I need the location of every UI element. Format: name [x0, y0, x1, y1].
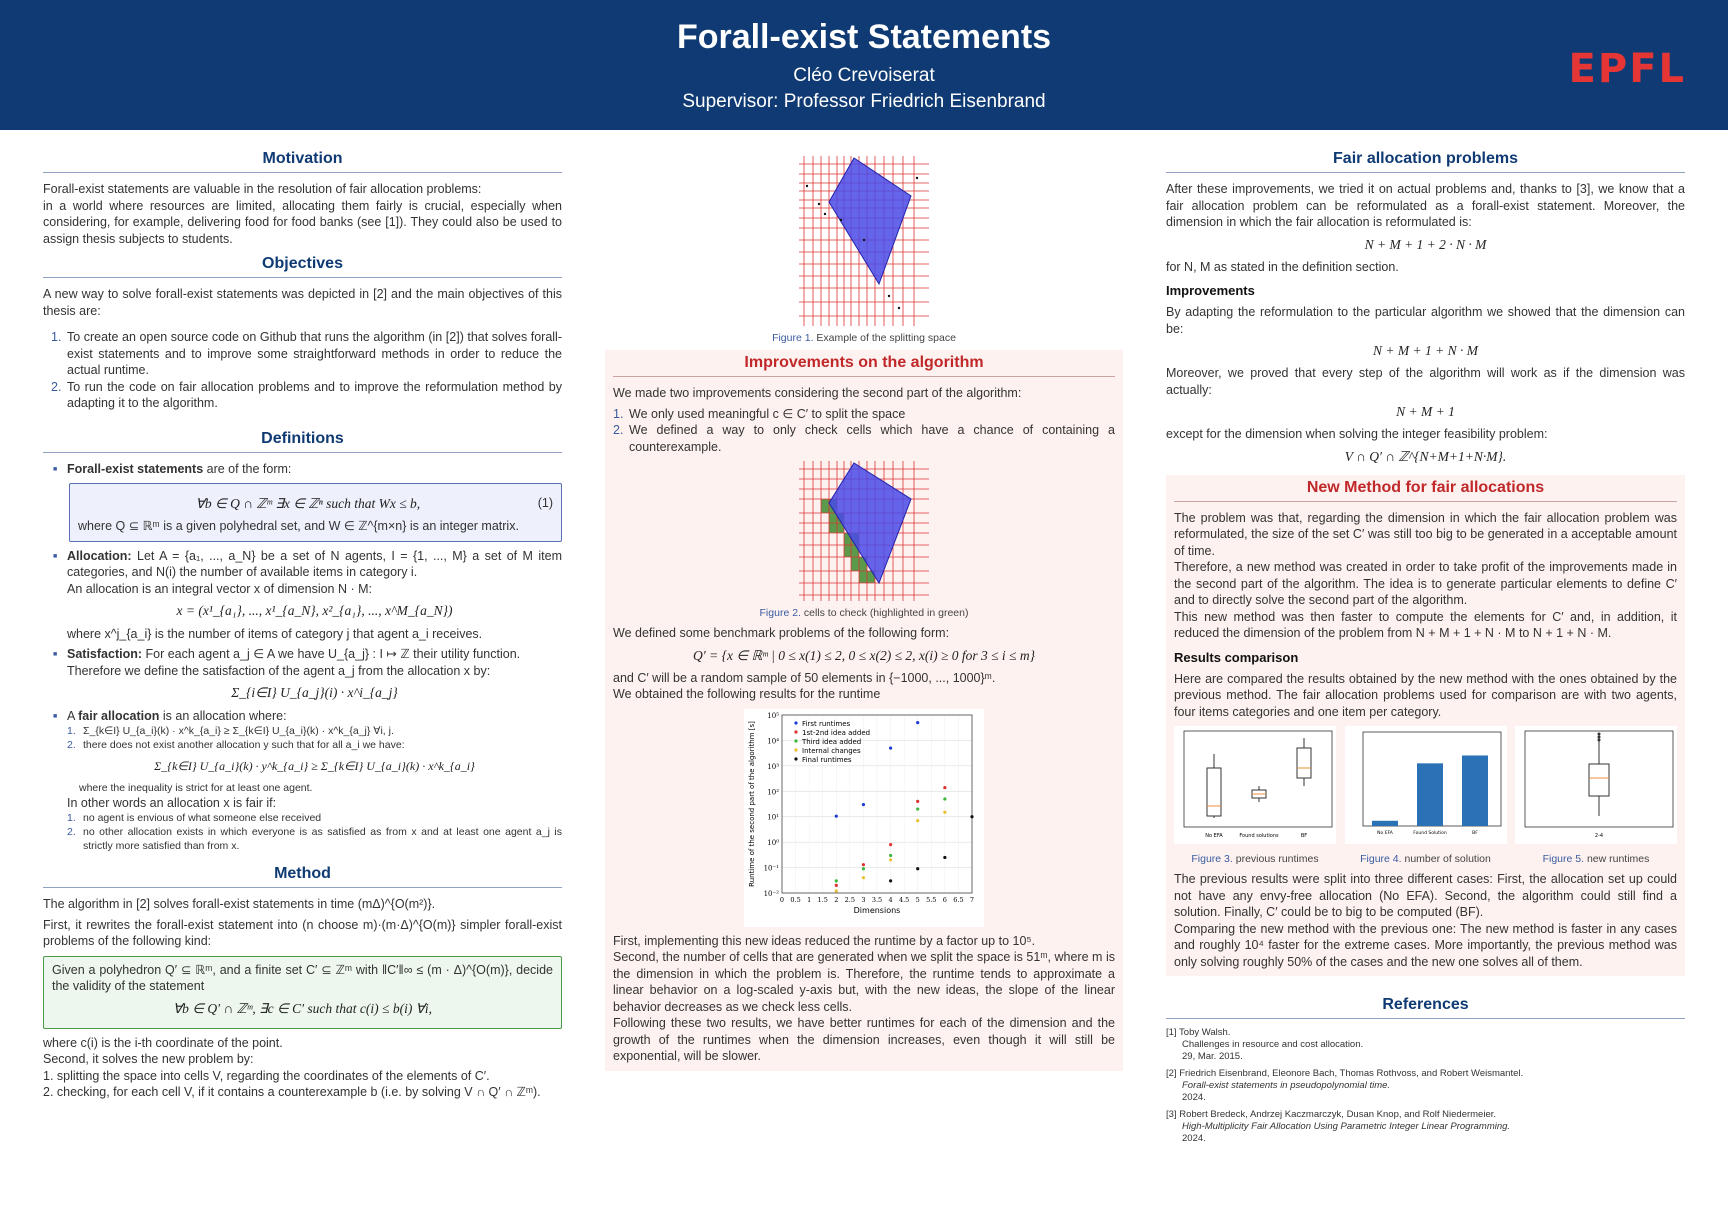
list-item: 2. We defined a way to only check cells which have a chance of containing a counterexample. — [613, 423, 1115, 454]
x-tick-label: 5 — [915, 895, 920, 904]
fair-p4: Moreover, we proved that every step of the algorithm will work as if the dimension was actually: — [1166, 366, 1685, 397]
legend-label: Third idea added — [802, 737, 862, 746]
y-tick-label: 10⁻² — [763, 889, 779, 898]
figure4-caption: Figure 4. number of solution — [1360, 853, 1491, 865]
y-tick-label: 10⁻¹ — [763, 864, 779, 873]
svg-text:2-4: 2-4 — [1594, 833, 1604, 839]
data-point — [889, 879, 892, 882]
data-point — [916, 807, 919, 810]
nm-p2: Therefore, a new method was created in order to take profit of the improvements made in the second part of the algorithm. The idea is to generate particular elements to define C′ and to directly solve the second part of the algorithm. — [1174, 560, 1677, 607]
reference-item: [1] Toby Walsh. Challenges in resource and cost allocation. 29, Mar. 2015. — [1166, 1027, 1364, 1062]
author: Cléo Crevoiserat — [793, 65, 935, 86]
poster-title: Forall-exist Statements — [676, 18, 1052, 56]
method-step1: 1. splitting the space into cells V, regarding the coordinates of the elements of C′. — [43, 1068, 490, 1083]
data-point — [943, 855, 946, 858]
forall-exist-box: ∀b ∈ Q ∩ ℤᵐ ∃x ∈ ℤⁿ such that Wx ≤ b, (1) where Q ⊆ ℝᵐ is a given polyhedral set, and W ∈ ℤ^{m×n} is an integer matrix. — [69, 483, 562, 542]
fair-formula2: N + M + 1 + N · M — [1373, 343, 1478, 358]
svg-text:BF: BF — [1300, 833, 1308, 839]
improvements-subheading: Improvements — [1166, 283, 1255, 298]
objectives-heading: Objectives — [43, 255, 562, 278]
bar-category-label: No EFA — [1376, 831, 1393, 836]
fair-p3: By adapting the reformulation to the particular algorithm we showed that the dimension can be: — [1166, 305, 1685, 336]
data-point — [943, 797, 946, 800]
right-column — [1166, 150, 1685, 1145]
middle-column — [605, 150, 1123, 1071]
definitions-list-2 — [53, 548, 562, 854]
fair-formula1: N + M + 1 + 2 · N · M — [1364, 236, 1487, 252]
x-tick-label: 5.5 — [926, 895, 937, 904]
y-tick-label: 10¹ — [767, 813, 779, 822]
reference-item: [3] Robert Bredeck, Andrzej Kaczmarczyk, Dusan Knop, and Rolf Niedermeier. High-Multiplicity Fair Allocation Using Parametric Integer Linear Programming. 2024. — [1166, 1109, 1511, 1144]
data-point — [943, 785, 946, 788]
improvements-section — [605, 350, 1123, 1071]
x-tick-label: 7 — [969, 895, 975, 904]
figure3 — [1174, 726, 1336, 871]
figure5-boxplot — [1515, 726, 1677, 844]
bench-p2: and C′ will be a random sample of 50 elements in {−1000, ..., 1000}ᵐ. — [613, 670, 996, 685]
legend-label: First runtimes — [802, 719, 851, 728]
fair-p1: After these improvements, we tried it on actual problems and, thanks to [3], we know that a fair allocation problem can be reformulated as a forall-exist statement. Moreover, the dimension in which the fair allocation is reformulated is: — [1166, 182, 1685, 229]
fair-heading: Fair allocation problems — [1166, 150, 1685, 173]
figure1-splitting-space — [799, 156, 929, 326]
data-point — [916, 721, 919, 724]
x-tick-label: 0.5 — [790, 895, 801, 904]
figure5-caption: Figure 5. new runtimes — [1542, 853, 1650, 865]
runtime-scatter-chart — [744, 709, 984, 927]
figure1-caption: Figure 1. Example of the splitting space — [772, 332, 956, 344]
data-point — [835, 814, 838, 817]
figure3-boxplot — [1174, 726, 1336, 844]
bar-category-label: BF — [1471, 831, 1478, 836]
x-axis-label: Dimensions — [853, 905, 901, 915]
def-allocation: ■ Allocation: Let A = {a₁, ..., a_N} be a set of N agents, I = {1, ..., M} a set of M item categories, and N(i) the number of available items in category i. An allocation is an integral vector x of dimension N · M: x = (x¹_{a₁}, ..., x¹_{a_N}, x²_{a₁}, ..., x^M_{a_N}) where x^j_{a_i} is the number of items of category j that agent a_i receives. — [53, 548, 562, 643]
legend-marker — [794, 721, 797, 724]
x-tick-label: 3.5 — [871, 895, 883, 904]
results-figures — [1174, 726, 1677, 871]
svg-text:No EFA: No EFA — [1205, 833, 1223, 839]
fair-p5: except for the dimension when solving the integer feasibility problem: — [1166, 427, 1548, 441]
results-comparison-heading: Results comparison — [1174, 649, 1299, 665]
method-box: Given a polyhedron Q′ ⊆ ℝᵐ, and a finite set C′ ⊆ ℤᵐ with ‖C′‖∞ ≤ (m · Δ)^{O(m)}, decide the validity of the statement ∀b ∈ Q′ ∩ ℤᵐ, ∃c ∈ C′ such that c(i) ≤ b(i) ∀i, — [43, 956, 562, 1029]
svg-text:Found solutions: Found solutions — [1239, 833, 1279, 839]
list-item: 2. To run the code on fair allocation problems and to improve the reformulation method by adapting it to the algorithm. — [51, 379, 562, 410]
supervisor: Supervisor: Professor Friedrich Eisenbrand — [682, 91, 1046, 112]
legend-marker — [794, 730, 797, 733]
method-step2: 2. checking, for each cell V, if it contains a counterexample b (i.e. by solving V ∩ Q′ ∩ ℤᵐ). — [43, 1085, 541, 1099]
data-point — [970, 815, 973, 818]
fair-p2: for N, M as stated in the definition section. — [1166, 259, 1399, 274]
motivation-p2: in a world where resources are limited, allocating them fairly is crucial, especially when considering, for example, delivering food for food banks (see [1]). They could also be used to assign thesis subjects to students. — [43, 198, 562, 246]
epfl-logo: EPFL — [1568, 46, 1686, 92]
y-tick-label: 10⁴ — [767, 736, 779, 745]
definitions-heading: Definitions — [43, 430, 562, 453]
left-column — [43, 150, 562, 1101]
def-satisfaction: ■ Satisfaction: For each agent a_j ∈ A we have U_{a_j} : I ↦ ℤ their utility function. Therefore we define the satisfaction of the agent a_j from the allocation x by: Σ_{i∈I} U_{a_j}(i) · x^i_{a_j} — [53, 646, 562, 702]
data-point — [835, 879, 838, 882]
new-method-section — [1166, 475, 1685, 977]
legend-marker — [794, 748, 797, 751]
x-tick-label: 0 — [779, 895, 785, 904]
figure4-bar-chart — [1345, 726, 1507, 844]
legend-label: Final runtimes — [802, 755, 852, 764]
x-tick-label: 1 — [807, 895, 812, 904]
x-tick-label: 4.5 — [898, 895, 910, 904]
y-tick-label: 10⁵ — [767, 711, 779, 720]
definitions-list — [53, 461, 562, 478]
bench-intro: We defined some benchmark problems of the following form: — [613, 626, 950, 640]
improvements-heading: Improvements on the algorithm — [613, 354, 1115, 377]
nm-p6: Comparing the new method with the previous one: The new method is faster in any cases and roughly 10⁴ faster for the extreme cases. More importantly, the previous method was only solving roughly 50% of the cases and the new one solves all of them. — [1174, 921, 1677, 969]
def-forall-exist: ■ Forall-exist statements are of the form: — [53, 461, 562, 478]
nm-p4: Here are compared the results obtained by the new method with the ones obtained by the previous method. The fair allocation problems used for comparison are with two agents, four items categories and one item per category. — [1174, 671, 1677, 719]
figure4 — [1345, 726, 1507, 871]
fair-formula3: N + M + 1 — [1396, 404, 1455, 419]
conclusion-p1: First, implementing this new ideas reduced the runtime by a factor up to 10⁵. — [613, 933, 1036, 948]
fair-formula4: V ∩ Q′ ∩ ℤ^{N+M+1+N·M}. — [1344, 448, 1507, 464]
method-p4: Second, it solves the new problem by: — [43, 1052, 254, 1066]
x-tick-label: 2.5 — [844, 895, 856, 904]
references-list — [1166, 1027, 1685, 1145]
list-item: 1. To create an open source code on Github that runs the algorithm (in [2]) that solves forall-exist statements and to improve some straightforward methods in order to reduce the actual runtime. — [51, 330, 562, 377]
method-heading: Method — [43, 865, 562, 888]
legend-marker — [794, 757, 797, 760]
method-p3: where c(i) is the i-th coordinate of the point. — [43, 1035, 283, 1050]
list-item: 1. We only used meaningful c ∈ C′ to split the space — [613, 406, 906, 421]
improvements-intro: We made two improvements considering the second part of the algorithm: — [613, 386, 1022, 400]
figure5 — [1515, 726, 1677, 871]
data-point — [862, 863, 865, 866]
x-tick-label: 2 — [834, 895, 839, 904]
bar — [1372, 821, 1398, 826]
x-tick-label: 4 — [888, 895, 893, 904]
conclusion-p2: Second, the number of cells that are generated when we split the space is 51ᵐ, where m is the dimension in which the problem is. Therefore, the runtime tends to approximate a linear behavior on a log-scaled y-axis but, with the new ideas, the slope of the linear behavior decreases as we check less cells. — [613, 950, 1115, 1014]
conclusion-p3: Following these two results, we have better runtimes for each of the dimension and the growth of the runtimes when the dimension increases, even though it will still be exponential, will be slower. — [613, 1016, 1115, 1063]
method-p1: The algorithm in [2] solves forall-exist statements in time (mΔ)^{O(m²)}. — [43, 897, 436, 911]
x-tick-label: 6.5 — [953, 895, 964, 904]
data-point — [916, 799, 919, 802]
data-point — [916, 867, 919, 870]
data-point — [889, 843, 892, 846]
data-point — [943, 810, 946, 813]
motivation-heading: Motivation — [43, 150, 562, 173]
data-point — [835, 889, 838, 892]
data-point — [862, 876, 865, 879]
objectives-list — [51, 329, 562, 412]
motivation-p1: Forall-exist statements are valuable in the resolution of fair allocation problems: — [43, 182, 482, 196]
bar — [1417, 763, 1443, 826]
y-tick-label: 10² — [767, 787, 779, 796]
new-method-heading: New Method for fair allocations — [1174, 479, 1677, 502]
legend-label: Internal changes — [802, 746, 861, 755]
data-point — [916, 819, 919, 822]
figure2-caption: Figure 2. cells to check (highlighted in green) — [759, 607, 969, 619]
data-point — [862, 867, 865, 870]
figure2-cells-to-check — [799, 461, 929, 601]
data-point — [889, 853, 892, 856]
nm-p5: The previous results were split into three different cases: First, the allocation set up could not have any envy-free allocation (No EFA). Second, the algorithm could still find a solution. Finally, C′ could be to big to be computed (BF). — [1174, 872, 1677, 919]
reference-item: [2] Friedrich Eisenbrand, Eleonore Bach, Thomas Rothvoss, and Robert Weismantel. Forall-exist statements in pseudopolynomial time. 2024. — [1166, 1068, 1524, 1103]
x-tick-label: 6 — [942, 895, 947, 904]
figure3-caption: Figure 3. previous runtimes — [1191, 853, 1319, 865]
def-fair-allocation: ■ A fair allocation is an allocation where: 1. Σ_{k∈I} U_{a_i}(k) · x^k_{a_i} ≥ Σ_{k∈I} U_{a_i}(k) · x^k_{a_j} ∀i, j. 2. there does not exist another allocation y such that for all a_i we have: Σ_{k∈I} U_{a_i}(k) · y^k_{a_i} ≥ Σ_{k∈I} U_{a_i}(k) · x^k_{a_i} where the inequality is strict for at least one agent. In other words an allocation x is fair if: 1. no agent is envious of what someone else received 2. no other allocation exists in which everyone is as satisfied as from x and at least one agent a_j is strictly more satisfied than from x. — [53, 708, 562, 854]
legend-marker — [794, 739, 797, 742]
y-axis-label: Runtime of the second part of the algorithm [s] — [748, 720, 756, 887]
x-tick-label: 3 — [861, 895, 866, 904]
method-p2: First, it rewrites the forall-exist statement into (n choose m)·(m·Δ)^{O(m)} simpler forall-exist problems of the following kind: — [43, 917, 562, 948]
data-point — [889, 746, 892, 749]
bench-p3: We obtained the following results for the runtime — [613, 687, 881, 701]
data-point — [835, 883, 838, 886]
bar — [1462, 756, 1488, 827]
bar-category-label: Found Solution — [1412, 831, 1447, 836]
improvements-list — [613, 406, 1115, 456]
data-point — [862, 802, 865, 805]
x-tick-label: 1.5 — [817, 895, 828, 904]
references-heading: References — [1166, 996, 1685, 1019]
bench-formula: Q′ = {x ∈ ℝᵐ | 0 ≤ x(1) ≤ 2, 0 ≤ x(2) ≤ 2, x(i) ≥ 0 for 3 ≤ i ≤ m} — [693, 647, 1035, 663]
poster-header — [0, 0, 1728, 130]
y-tick-label: 10³ — [767, 762, 779, 771]
nm-p3: This new method was then faster to compute the elements for C′ and, in addition, it reduced the dimension of the problem from N + M + 1 + N · M to N + 1 + N · M. — [1174, 609, 1677, 640]
y-tick-label: 10⁰ — [767, 838, 779, 847]
objectives-intro: A new way to solve forall-exist statements was depicted in [2] and the main objectives of this thesis are: — [43, 287, 562, 318]
nm-p1: The problem was that, regarding the dimension in which the fair allocation problem was reformulated, the size of the set C′ was still too big to be generated in a acceptable amount of time. — [1174, 510, 1677, 558]
legend-label: 1st-2nd idea added — [802, 728, 871, 737]
data-point — [889, 858, 892, 861]
